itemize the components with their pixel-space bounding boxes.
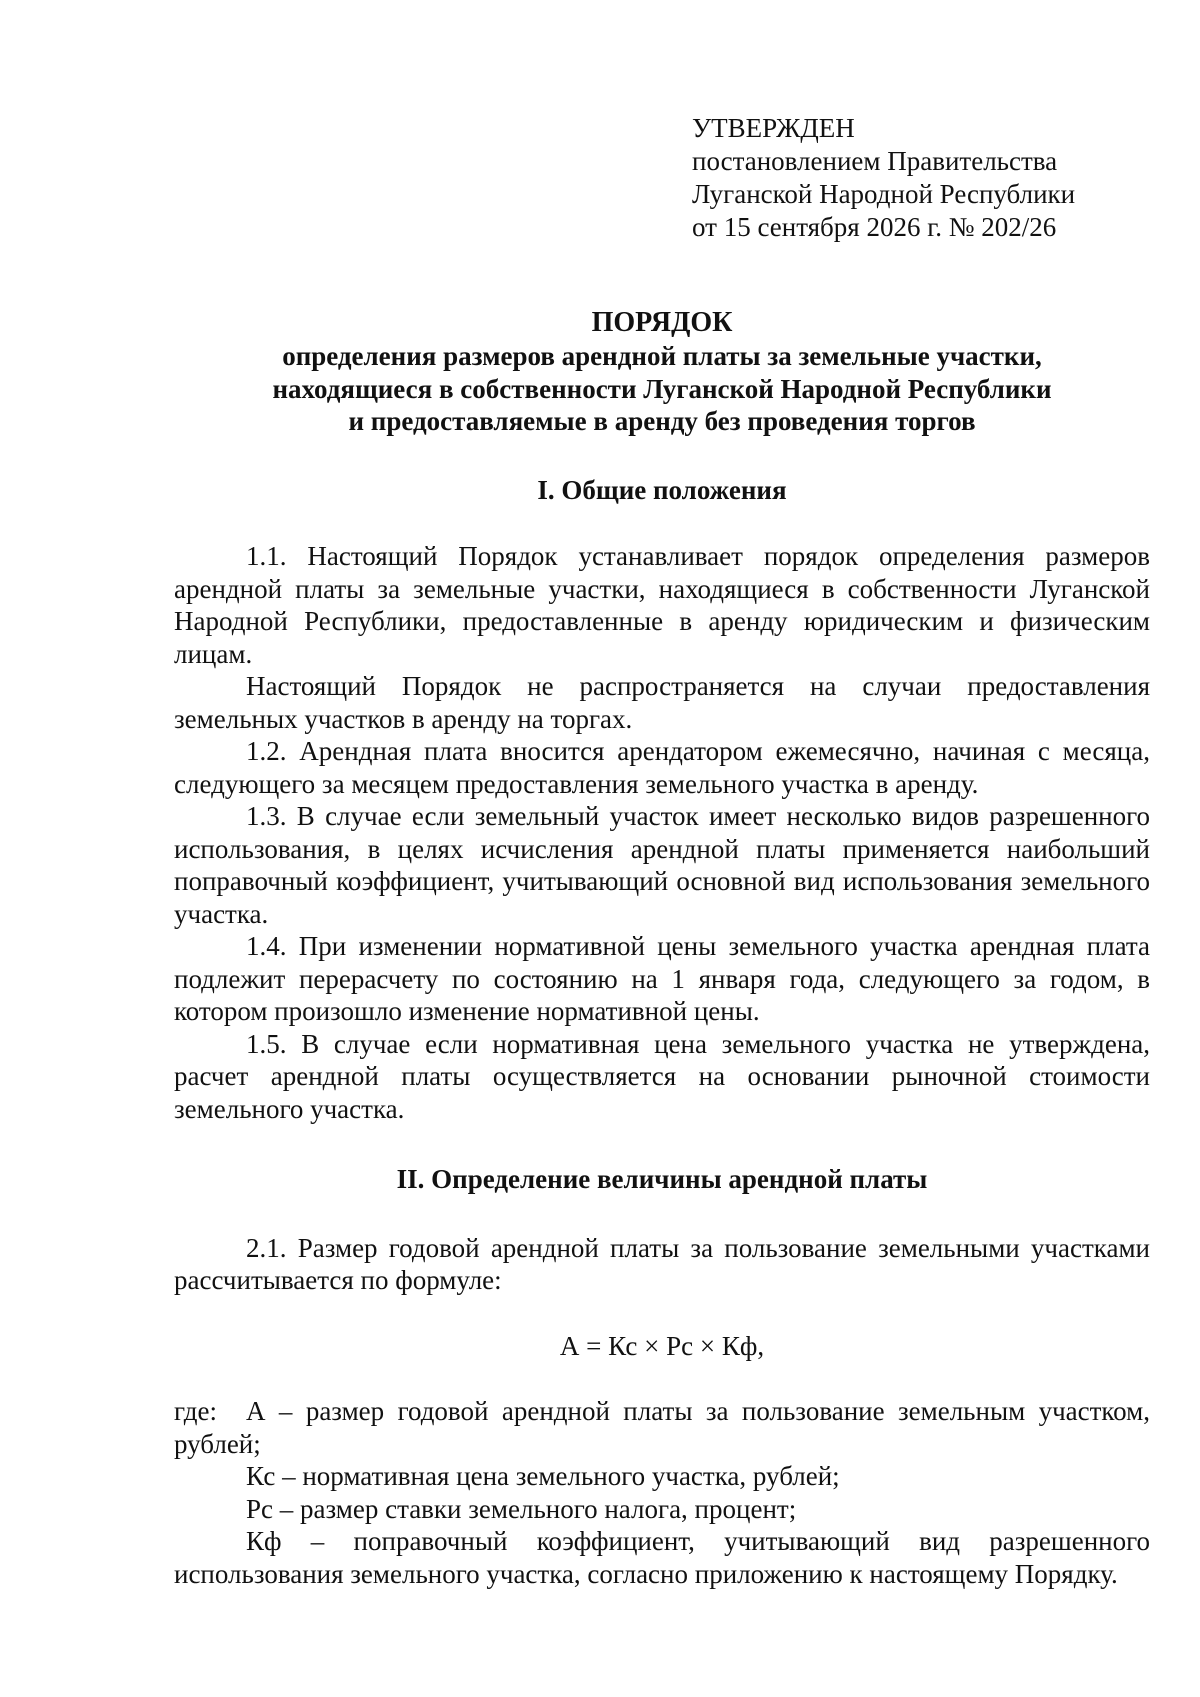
definition-a-text: А – размер годовой арендной платы за пользование земельным участком, рублей; <box>174 1396 1150 1459</box>
paragraph-2-1: 2.1. Размер годовой арендной платы за пользование земельными участками рассчитывается по формуле: <box>174 1232 1150 1295</box>
definition-kc: Кс – нормативная цена земельного участка, рублей; <box>246 1461 840 1491</box>
document-title: ПОРЯДОК <box>591 307 733 338</box>
document-title-block <box>174 306 1150 438</box>
document-subtitle-line: определения размеров арендной платы за земельные участки, <box>282 341 1042 371</box>
paragraph-1-1: 1.1. Настоящий Порядок устанавливает порядок определения размеров арендной платы за земельные участки, находящиеся в собственности Луганской Народной Республики, предоставленные в аренду юридическим и физическим лицам. <box>174 541 1150 669</box>
definition-rc: Рс – размер ставки земельного налога, процент; <box>246 1493 797 1524</box>
paragraph-1-2: 1.2. Арендная плата вносится арендатором ежемесячно, начиная с месяца, следующего за месяцем предоставления земельного участка в аренду. <box>174 736 1150 799</box>
approval-line: постановлением Правительства <box>692 146 1058 176</box>
approval-heading: УТВЕРЖДЕН <box>692 113 855 143</box>
paragraph-1-4: 1.4. При изменении нормативной цены земельного участка арендная плата подлежит перерасчету по состоянию на 1 января года, следующего за годом, в котором произошло изменение нормативной цены. <box>174 931 1150 1026</box>
definition-kf: Кф – поправочный коэффициент, учитывающий вид разрешенного использования земельного участка, согласно приложению к настоящему Порядку. <box>174 1526 1150 1589</box>
where-label: где: <box>174 1396 217 1426</box>
paragraph-1-3: 1.3. В случае если земельный участок имеет несколько видов разрешенного использования, в целях исчисления арендной платы применяется наибольший поправочный коэффициент, учитывающий основной вид использования земельного участка. <box>174 801 1150 929</box>
document-subtitle-line: находящиеся в собственности Луганской Народной Республики <box>272 373 1052 404</box>
paragraph-1-1-note: Настоящий Порядок не распространяется на случаи предоставления земельных участков в аренду на торгах. <box>174 671 1150 734</box>
rent-formula: А = Кс × Рс × Кф, <box>559 1330 765 1361</box>
section-heading-2: II. Определение величины арендной платы <box>396 1164 928 1194</box>
document-body <box>174 306 1150 1590</box>
paragraph-1-5: 1.5. В случае если нормативная цена земельного участка не утверждена, расчет арендной платы осуществляется на основании рыночной стоимости земельного участка. <box>174 1028 1150 1124</box>
approval-line: Луганской Народной Республики <box>692 179 1076 209</box>
approval-stamp-block <box>692 112 1075 244</box>
approval-date: от 15 сентября 2026 г. № 202/26 <box>692 212 1057 242</box>
definition-a <box>174 1395 1150 1460</box>
section-heading-1: I. Общие положения <box>537 474 787 505</box>
document-subtitle-line: и предоставляемые в аренду без проведения торгов <box>348 406 976 436</box>
